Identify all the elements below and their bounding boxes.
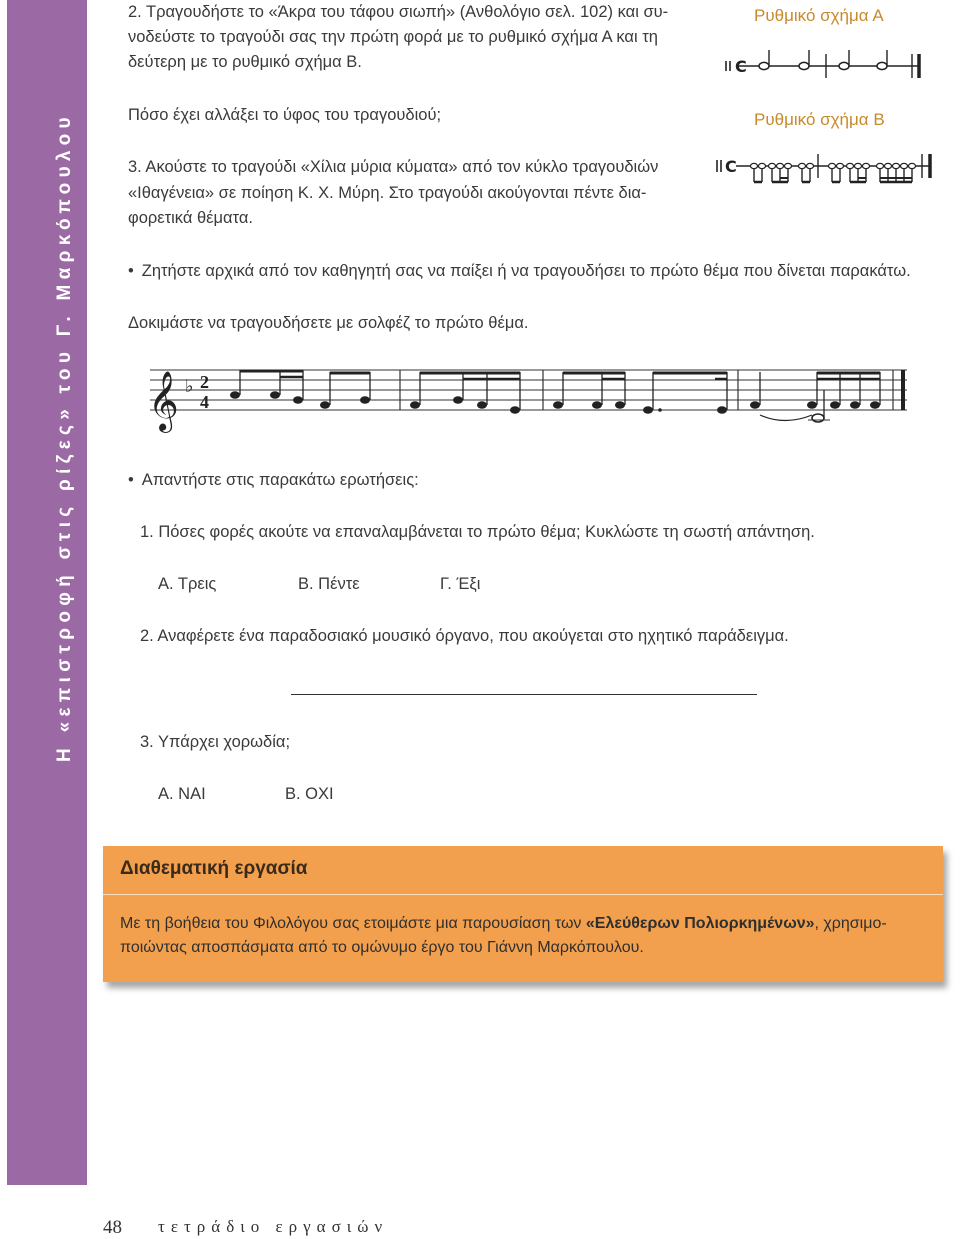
cross-curricular-box bbox=[103, 846, 943, 982]
box-text-after: , χρησιμο- bbox=[814, 915, 887, 932]
rhythm-b-title: Ρυθμικό σχήμα Β bbox=[754, 110, 885, 129]
q3-option-yes[interactable]: Α. ΝΑΙ bbox=[158, 785, 206, 803]
task2-line3: δεύτερη με το ρυθμικό σχήμα Β. bbox=[128, 53, 362, 71]
rhythm-a-title: Ρυθμικό σχήμα Α bbox=[754, 6, 884, 25]
rhythm-b-notation bbox=[714, 146, 944, 186]
task2-question: Πόσο έχει αλλάξει το ύφος του τραγουδιού; bbox=[128, 106, 442, 124]
box-divider bbox=[103, 894, 943, 895]
q3-option-no[interactable]: Β. ΟΧΙ bbox=[285, 785, 334, 803]
time-signature: 2 bbox=[200, 372, 209, 392]
task2-line2: νοδεύστε το τραγούδι σας την πρώτη φορά με το ρυθμικό σχήμα Α και τη bbox=[128, 28, 658, 46]
page-number: 48 bbox=[103, 1217, 122, 1238]
q1-option-a[interactable]: Α. Τρεις bbox=[158, 575, 217, 593]
svg-text:C: C bbox=[735, 57, 747, 76]
task2-line1: 2. Τραγουδήστε το «Άκρα του τάφου σιωπή» (Ανθολόγιο σελ. 102) και συ- bbox=[128, 3, 669, 21]
flat-sign-icon: ♭ bbox=[185, 376, 194, 397]
question-3: 3. Υπάρχει χορωδία; bbox=[140, 733, 291, 751]
svg-text:4: 4 bbox=[200, 392, 209, 412]
box-text-line2: ποιώντας αποσπάσματα από το ομώνυμο έργο του Γιάννη Μαρκόπουλου. bbox=[120, 939, 644, 956]
box-text bbox=[120, 912, 932, 960]
q2-answer-line[interactable] bbox=[291, 694, 757, 695]
task3-solfege: Δοκιμάστε να τραγουδήσετε με σολφέζ το πρώτο θέμα. bbox=[128, 314, 529, 332]
rhythm-a-notation bbox=[722, 48, 934, 84]
q1-option-c[interactable]: Γ. Έξι bbox=[440, 575, 481, 593]
sidebar-band bbox=[7, 0, 87, 1185]
question-2: 2. Αναφέρετε ένα παραδοσιακό μουσικό όργανο, που ακούγεται στο ηχητικό παράδειγμα. bbox=[140, 627, 789, 645]
task3-line1: 3. Ακούστε το τραγούδι «Χίλια μύρια κύματα» από τον κύκλο τραγουδιών bbox=[128, 158, 659, 176]
svg-text:C: C bbox=[725, 157, 737, 176]
task3-line3: φορετικά θέματα. bbox=[128, 209, 253, 227]
box-title: Διαθεματική εργασία bbox=[120, 858, 308, 879]
footer-label: τετράδιο εργασιών bbox=[158, 1217, 389, 1236]
box-text-bold: «Ελεύθερων Πολιορκημένων» bbox=[585, 915, 815, 932]
task3-bullet1: • Ζητήστε αρχικά από τον καθηγητή σας να παίξει ή να τραγουδήσει το πρώτο θέμα που δίνεται παρακάτω. bbox=[128, 259, 911, 284]
q1-option-b[interactable]: Β. Πέντε bbox=[298, 575, 360, 593]
theme-score bbox=[140, 358, 910, 438]
box-text-before: Με τη βοήθεια του Φιλολόγου σας ετοιμάστε μια παρουσίαση των bbox=[120, 915, 586, 932]
question-1: 1. Πόσες φορές ακούτε να επαναλαμβάνεται το πρώτο θέμα; Κυκλώστε τη σωστή απάντηση. bbox=[140, 523, 815, 541]
task3-bullet2: • Απαντήστε στις παρακάτω ερωτήσεις: bbox=[128, 468, 419, 493]
sidebar-title: Η «επιστροφή στις ρίζες» του Γ. Μαρκόπουλου bbox=[54, 112, 75, 762]
task3-line2: «Ιθαγένεια» σε ποίηση Κ. Χ. Μύρη. Στο τραγούδι ακούγονται πέντε δια- bbox=[128, 184, 647, 202]
treble-clef-icon: 𝄞 bbox=[148, 371, 179, 431]
